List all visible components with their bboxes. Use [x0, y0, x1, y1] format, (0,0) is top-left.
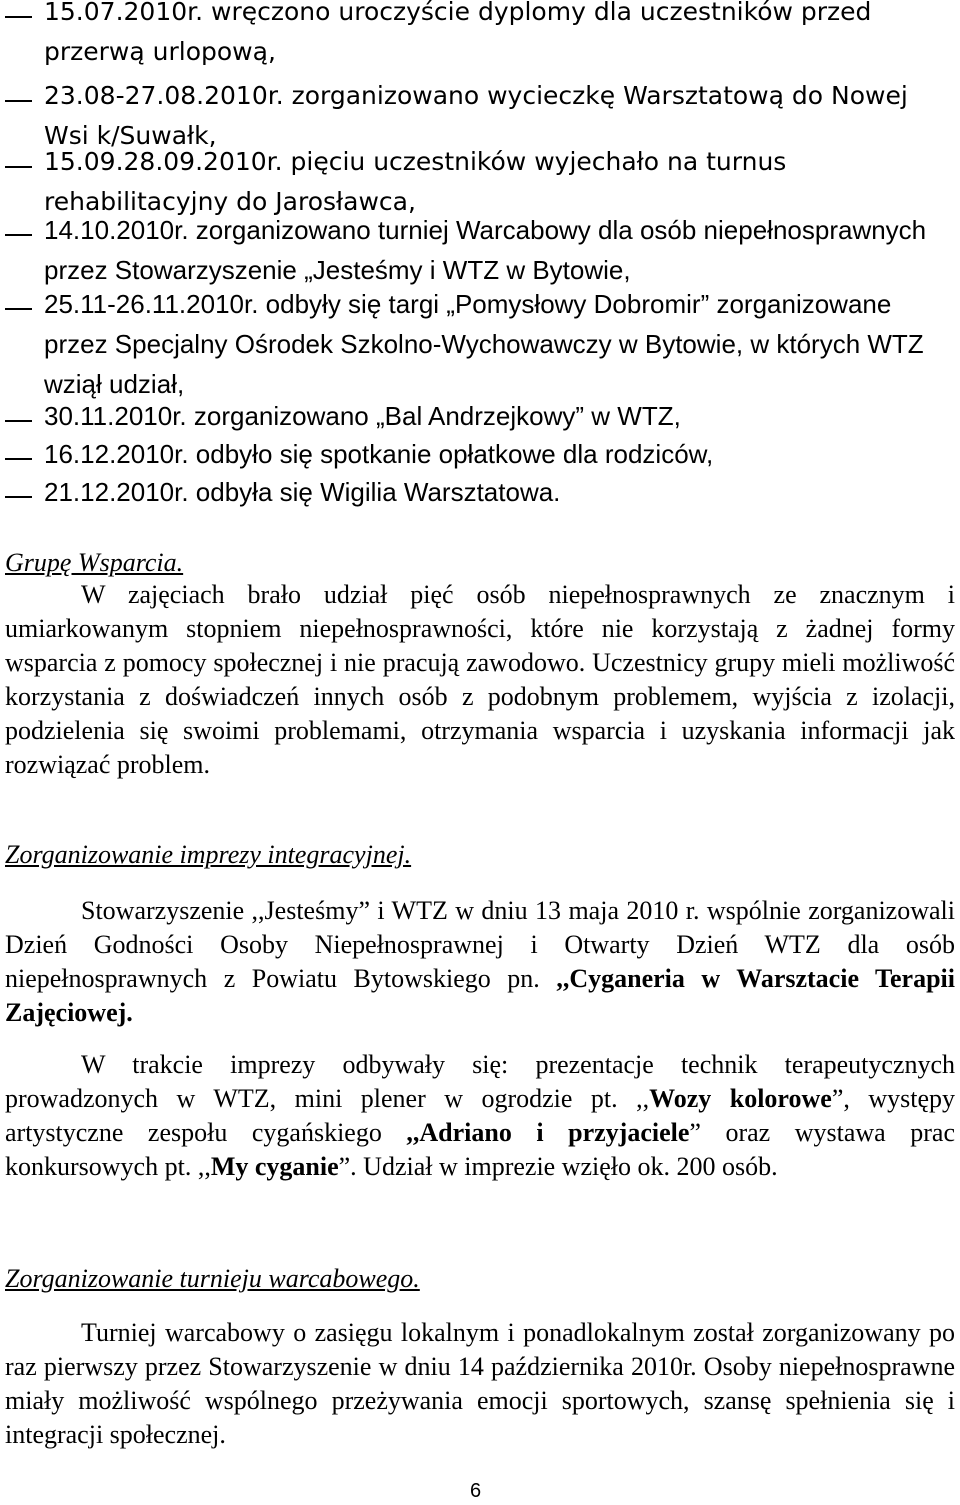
dash-bullet-icon	[5, 16, 32, 18]
page-number: 6	[470, 1480, 482, 1502]
paragraph: Turniej warcabowy o zasięgu lokalnym i ponadlokalnym został zorganizowany po raz pierwszy przez Stowarzyszenie w dniu 14 października 2010r. Osoby niepełnosprawne miały możliwość wspólnego przeżywania emocji sportowych, szansę spełnienia się i integracji społecznej.	[5, 1318, 955, 1449]
list-item: 25.11-26.11.2010r. odbyły się targi „Pomysłowy Dobromir” zorganizowane przez Specjalny Ośrodek Szkolno-Wychowawczy w Bytowie, w których WTZ wziął udział,	[0, 284, 960, 404]
paragraph: Stowarzyszenie ,,Jesteśmy” i WTZ w dniu 13 maja 2010 r. wspólnie zorganizowali Dzień Godności Osoby Niepełnosprawnej i Otwarty Dzień WTZ dla osób niepełnosprawnych z Powiatu Bytowskiego pn. ,,Cyganeria w Warsztacie Terapii Zajęciowej.	[5, 896, 955, 1027]
list-item: 16.12.2010r. odbyło się spotkanie opłatkowe dla rodziców,	[0, 434, 723, 474]
section-heading: Zorganizowanie turnieju warcabowego.	[5, 1264, 420, 1293]
list-item: 21.12.2010r. odbyła się Wigilia Warsztatowa.	[0, 472, 570, 512]
dash-bullet-icon	[5, 420, 32, 422]
dash-bullet-icon	[5, 496, 32, 498]
list-item: 23.08-27.08.2010r. zorganizowano wycieczkę Warsztatową do Nowej Wsi k/Suwałk,	[0, 76, 960, 156]
dash-bullet-icon	[5, 166, 32, 168]
dash-bullet-icon	[5, 234, 32, 236]
dash-bullet-icon	[5, 458, 32, 460]
list-item: 15.09.28.09.2010r. pięciu uczestników wyjechało na turnus rehabilitacyjny do Jarosławca,	[0, 142, 960, 222]
paragraph: W trakcie imprezy odbywały się: prezentacje technik terapeutycznych prowadzonych w WTZ, mini plener w ogrodzie pt. ,,Wozy kolorowe”, występy artystyczne zespołu cygańskiego ,,Adriano i przyjaciele” oraz wystawa prac konkursowych pt. ,,My cyganie”. Udział w imprezie wzięło ok. 200 osób.	[5, 1050, 955, 1181]
section-heading: Grupę Wsparcia.	[5, 548, 184, 577]
list-item: 14.10.2010r. zorganizowano turniej Warcabowy dla osób niepełnosprawnych przez Stowarzyszenie „Jesteśmy i WTZ w Bytowie,	[0, 210, 960, 290]
list-item: 30.11.2010r. zorganizowano „Bal Andrzejkowy” w WTZ,	[0, 396, 691, 436]
list-item: 15.07.2010r. wręczono uroczyście dyplomy dla uczestników przed przerwą urlopową,	[0, 0, 960, 72]
paragraph: W zajęciach brało udział pięć osób niepełnosprawnych ze znacznym i umiarkowanym stopniem niepełnosprawności, które nie korzystają z żadnej formy wsparcia z pomocy społecznej i nie pracują zawodowo. Uczestnicy grupy mieli możliwość korzystania z doświadczeń innych osób z podobnym problemem, wyjścia z izolacji, podzielenia się swoimi problemami, otrzymania wsparcia i uzyskania informacji jak rozwiązać problem.	[5, 580, 955, 779]
section-heading: Zorganizowanie imprezy integracyjnej.	[5, 840, 412, 869]
dash-bullet-icon	[5, 100, 32, 102]
dash-bullet-icon	[5, 308, 32, 310]
